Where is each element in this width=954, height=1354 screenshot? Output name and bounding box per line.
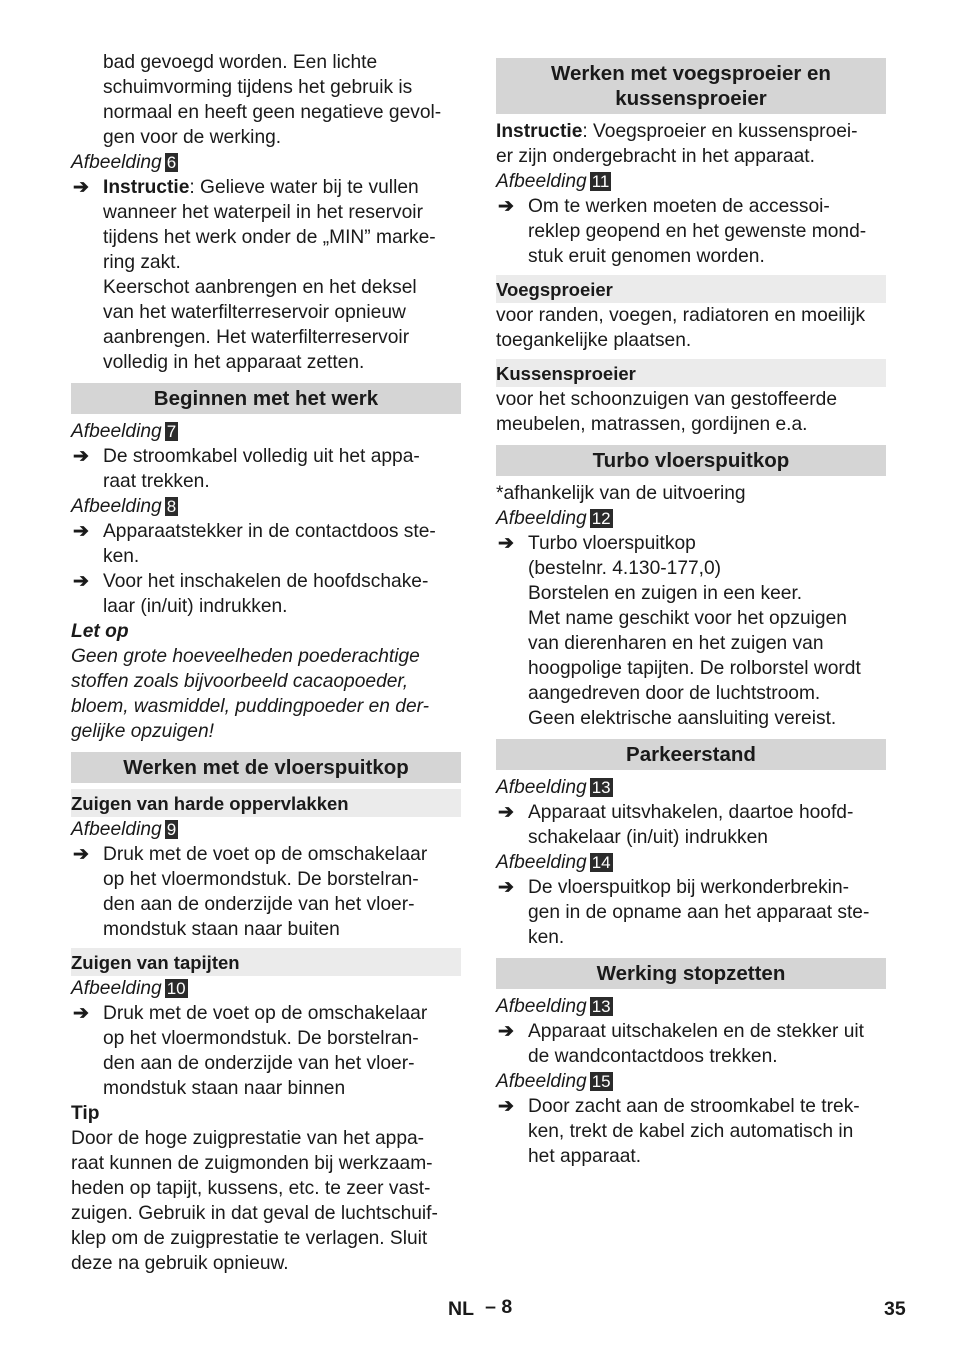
figure-ref-6 xyxy=(71,150,461,175)
instruction-label: Instructie xyxy=(496,121,583,142)
text-line: reklep geopend en het gewenste mond- xyxy=(528,221,867,242)
figure-label: Afbeelding xyxy=(496,1071,587,1092)
arrow-right-icon: ➔ xyxy=(498,877,514,898)
text-line: hoogpolige tapijten. De rolborstel wordt xyxy=(528,658,861,679)
text-line: wanneer het waterpeil in het reservoir xyxy=(103,202,423,223)
section-heading-voegsproeier xyxy=(496,58,886,114)
section-heading-stopzetten: Werking stopzetten xyxy=(496,958,886,989)
bullet-instruction xyxy=(71,175,461,375)
arrow-right-icon: ➔ xyxy=(73,521,89,542)
arrow-right-icon: ➔ xyxy=(73,446,89,467)
right-column xyxy=(496,58,886,1169)
left-column xyxy=(71,50,461,1276)
text-line: van het waterfilterreservoir opnieuw xyxy=(103,302,406,323)
figure-number-badge: 15 xyxy=(591,1072,611,1091)
figure-number-badge: 6 xyxy=(166,153,177,172)
text-line: mondstuk staan naar buiten xyxy=(103,919,340,940)
text-line: Borstelen en zuigen in een keer. xyxy=(528,583,803,604)
text-line: mondstuk staan naar binnen xyxy=(103,1078,346,1099)
arrow-right-icon: ➔ xyxy=(498,533,514,554)
figure-ref-8 xyxy=(71,494,461,519)
caution-text xyxy=(71,644,461,744)
figure-number-badge: 14 xyxy=(591,853,611,872)
figure-label: Afbeelding xyxy=(496,852,587,873)
figure-number-badge: 7 xyxy=(166,422,177,441)
text-line: raat trekken. xyxy=(103,471,210,492)
bullet-item xyxy=(496,194,886,269)
text-line: Turbo vloerspuitkop xyxy=(528,533,696,554)
text-line: De vloerspuitkop bij werkonderbrekin- xyxy=(528,877,850,898)
text-line: Keerschot aanbrengen en het deksel xyxy=(103,277,417,298)
subheading-carpets: Zuigen van tapijten xyxy=(71,948,461,976)
figure-ref-9 xyxy=(71,817,461,842)
figure-ref-13 xyxy=(496,775,886,800)
figure-number-badge: 12 xyxy=(591,509,611,528)
figure-label: Afbeelding xyxy=(496,508,587,529)
text-line: het apparaat. xyxy=(528,1146,642,1167)
figure-ref-12 xyxy=(496,506,886,531)
text-line: bloem, wasmiddel, puddingpoeder en der- xyxy=(71,696,430,717)
text-line: Druk met de voet op de omschakelaar xyxy=(103,844,428,865)
text-line: De stroomkabel volledig uit het appa- xyxy=(103,446,420,467)
figure-number-badge: 9 xyxy=(166,820,177,839)
text-line: van dierenharen en het zuigen van xyxy=(528,633,824,654)
text-line: normaal en heeft geen negatieve gevol- xyxy=(103,102,442,123)
figure-ref-13b xyxy=(496,994,886,1019)
figure-label: Afbeelding xyxy=(496,777,587,798)
footer-language: NL xyxy=(448,1298,474,1320)
text-line: aanbrengen. Het waterfilterreservoir xyxy=(103,327,410,348)
text-line: schakelaar (in/uit) indrukken xyxy=(528,827,768,848)
text-line: Door zacht aan de stroomkabel te trek- xyxy=(528,1096,860,1117)
figure-ref-7 xyxy=(71,419,461,444)
figure-label: Afbeelding xyxy=(71,819,162,840)
arrow-right-icon: ➔ xyxy=(498,1096,514,1117)
text-line: Om te werken moeten de accessoi- xyxy=(528,196,830,217)
text-line: op het vloermondstuk. De borstelran- xyxy=(103,1028,419,1049)
figure-number-badge: 13 xyxy=(591,778,611,797)
section-heading-parkeerstand: Parkeerstand xyxy=(496,739,886,770)
text-line: ken. xyxy=(528,927,565,948)
figure-label: Afbeelding xyxy=(71,496,162,517)
figure-ref-15 xyxy=(496,1069,886,1094)
text-line: stuk eruit genomen worden. xyxy=(528,246,765,267)
text-line: schuimvorming tijdens het gebruik is xyxy=(103,77,413,98)
arrow-right-icon: ➔ xyxy=(73,177,89,198)
figure-ref-11 xyxy=(496,169,886,194)
text-line: deze na gebruik opnieuw. xyxy=(71,1253,289,1274)
bullet-item xyxy=(496,875,886,950)
bullet-item xyxy=(496,1019,886,1069)
footer-section xyxy=(448,1298,512,1321)
figure-label: Afbeelding xyxy=(71,152,162,173)
arrow-right-icon: ➔ xyxy=(498,1021,514,1042)
text-line: ring zakt. xyxy=(103,252,181,273)
text-line: volledig in het apparaat zetten. xyxy=(103,352,365,373)
text-line: gen in de opname aan het apparaat ste- xyxy=(528,902,870,923)
subheading-voegsproeier: Voegsproeier xyxy=(496,275,886,303)
text-line: meubelen, matrassen, gordijnen e.a. xyxy=(496,414,808,435)
figure-number-badge: 13 xyxy=(591,997,611,1016)
tip-text xyxy=(71,1126,461,1276)
section-heading-vloerspuitkop: Werken met de vloerspuitkop xyxy=(71,752,461,783)
bullet-item xyxy=(496,800,886,850)
text-line: klep om de zuigprestatie te verlagen. Sluit xyxy=(71,1228,428,1249)
text-line: (bestelnr. 4.130-177,0) xyxy=(528,558,722,579)
figure-ref-14 xyxy=(496,850,886,875)
figure-label: Afbeelding xyxy=(71,978,162,999)
text-line: er zijn ondergebracht in het apparaat. xyxy=(496,146,815,167)
bullet-item xyxy=(71,1001,461,1101)
text-line: Apparaat uitsvhakelen, daartoe hoofd- xyxy=(528,802,854,823)
text-line: tijdens het werk onder de „MIN” marke- xyxy=(103,227,436,248)
text-line: Voor het inschakelen de hoofdschake- xyxy=(103,571,429,592)
bullet-item xyxy=(71,842,461,942)
heading-line: Werken met voegsproeier en xyxy=(551,62,831,85)
text-line: bad gevoegd worden. Een lichte xyxy=(103,52,378,73)
text-line: ken. xyxy=(103,546,140,567)
figure-ref-10 xyxy=(71,976,461,1001)
arrow-right-icon: ➔ xyxy=(73,571,89,592)
text-line: stoffen zoals bijvoorbeeld cacaopoeder, xyxy=(71,671,409,692)
text-line: Apparaat uitschakelen en de stekker uit xyxy=(528,1021,864,1042)
text-line: ken, trekt de kabel zich automatisch in xyxy=(528,1121,854,1142)
text-line: Met name geschikt voor het opzuigen xyxy=(528,608,847,629)
bullet-item xyxy=(496,531,886,731)
text-line: Apparaatstekker in de contactdoos ste- xyxy=(103,521,436,542)
bullet-item xyxy=(496,1094,886,1169)
arrow-right-icon: ➔ xyxy=(73,844,89,865)
text-line: op het vloermondstuk. De borstelran- xyxy=(103,869,419,890)
text-line: *afhankelijk van de uitvoering xyxy=(496,483,746,504)
text-line: Door de hoge zuigprestatie van het appa- xyxy=(71,1128,425,1149)
text-line: den aan de onderzijde van het vloer- xyxy=(103,1053,415,1074)
text-line: Geen elektrische aansluiting vereist. xyxy=(528,708,837,729)
text-line: gelijke opzuigen! xyxy=(71,721,214,742)
text-line: laar (in/uit) indrukken. xyxy=(103,596,288,617)
section-heading-turbo: Turbo vloerspuitkop xyxy=(496,445,886,476)
bullet-item xyxy=(71,519,461,569)
footer-section-page: – 8 xyxy=(485,1296,513,1318)
figure-label: Afbeelding xyxy=(496,996,587,1017)
bullet-item xyxy=(71,569,461,619)
arrow-right-icon: ➔ xyxy=(498,196,514,217)
text-line: aangedreven door de luchtstroom. xyxy=(528,683,821,704)
text-line: den aan de onderzijde van het vloer- xyxy=(103,894,415,915)
arrow-right-icon: ➔ xyxy=(73,1003,89,1024)
text-line: voor randen, voegen, radiatoren en moeilijk xyxy=(496,305,866,326)
bullet-item xyxy=(71,444,461,494)
tip-title: Tip xyxy=(71,1103,100,1124)
figure-label: Afbeelding xyxy=(496,171,587,192)
text-line: Geen grote hoeveelheden poederachtige xyxy=(71,646,420,667)
arrow-right-icon: ➔ xyxy=(498,802,514,823)
caution-title: Let op xyxy=(71,621,129,642)
text-line: de wandcontactdoos trekken. xyxy=(528,1046,778,1067)
text-line: zuigen. Gebruik in dat geval de luchtschuif- xyxy=(71,1203,438,1224)
subheading-hard-surfaces: Zuigen van harde oppervlakken xyxy=(71,789,461,817)
figure-label: Afbeelding xyxy=(71,421,162,442)
text-line: heden op tapijt, kussens, etc. te zeer vast- xyxy=(71,1178,431,1199)
text-line: voor het schoonzuigen van gestoffeerde xyxy=(496,389,837,410)
text-line: raat kunnen de zuigmonden bij werkzaam- xyxy=(71,1153,433,1174)
figure-number-badge: 11 xyxy=(591,172,610,191)
figure-number-badge: 8 xyxy=(166,497,177,516)
subheading-kussensproeier: Kussensproeier xyxy=(496,359,886,387)
intro-paragraph xyxy=(71,50,461,150)
page-number: 35 xyxy=(884,1298,906,1320)
text-line: Druk met de voet op de omschakelaar xyxy=(103,1003,428,1024)
section-heading-begin: Beginnen met het werk xyxy=(71,383,461,414)
text-line: : Voegsproeier en kussensproei- xyxy=(582,121,858,142)
instruction-label: Instructie xyxy=(103,177,190,198)
figure-number-badge: 10 xyxy=(166,979,186,998)
text-line: gen voor de werking. xyxy=(103,127,282,148)
text-line: toegankelijke plaatsen. xyxy=(496,330,692,351)
text-line: : Gelieve water bij te vullen xyxy=(189,177,419,198)
heading-line: kussensproeier xyxy=(615,87,767,110)
